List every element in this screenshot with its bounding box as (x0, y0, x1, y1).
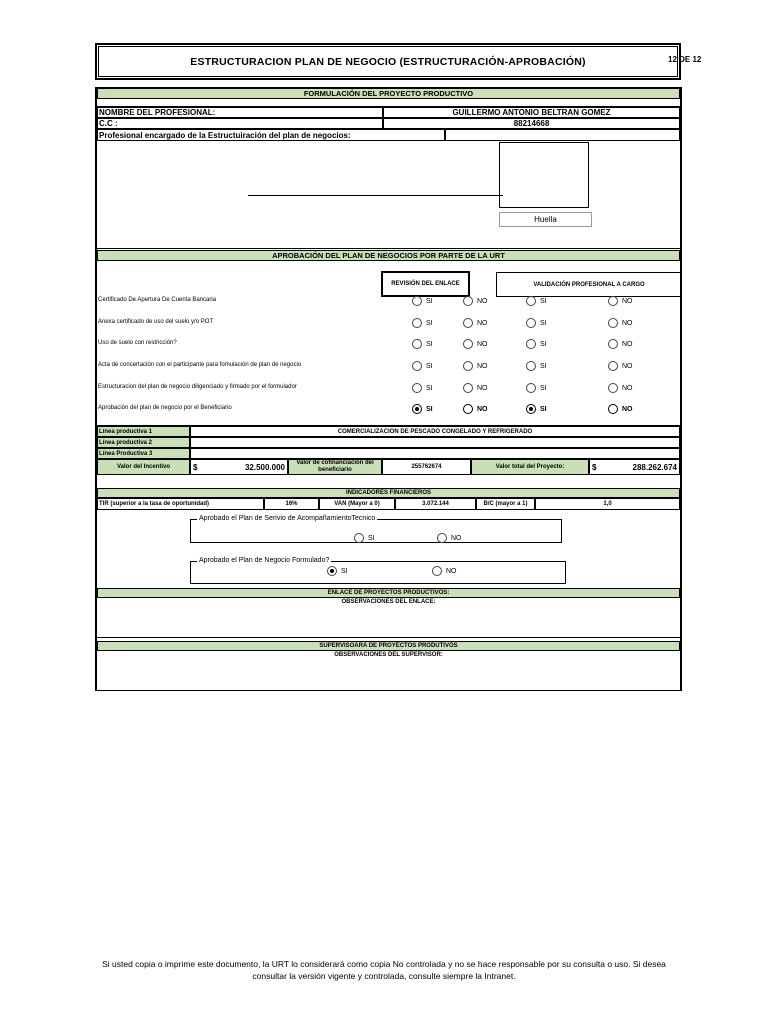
si-text: SI (540, 362, 547, 370)
section-formulacion-title: FORMULACIÓN DEL PROYECTO PRODUCTIVO (303, 89, 474, 98)
tir-label-text: TIR (superior a la tasa de oportunidad) (99, 501, 210, 507)
radio-icon[interactable] (608, 361, 618, 371)
si-text: SI (426, 384, 433, 392)
section-indicadores (97, 488, 680, 498)
cofinanciacion-value[interactable] (382, 459, 471, 475)
plan-si-option[interactable] (327, 566, 348, 576)
radio-icon[interactable] (463, 318, 473, 328)
cc-label (97, 118, 383, 129)
validacion-no-option[interactable] (608, 296, 633, 306)
plan-no-option[interactable] (432, 566, 457, 576)
validacion-si-option[interactable] (526, 404, 547, 414)
servicio-acompanamiento-label: Aprobado el Plan de Serivio de AcompañamientoTecnico (199, 515, 376, 522)
obs-supervisor-label: OBSERVACIONES DEL SUPERVISOR: (334, 652, 443, 658)
section-aprobacion-title: APROBACIÓN DEL PLAN DE NEGOCIOS POR PARTE DE LA URT (272, 251, 505, 260)
radio-icon[interactable] (608, 404, 618, 414)
validacion-si-option[interactable] (526, 318, 547, 328)
incentivo-value[interactable] (190, 459, 288, 475)
radio-icon[interactable] (526, 361, 536, 371)
si-text: SI (426, 319, 433, 327)
servicio-acompanamiento-group (190, 515, 562, 543)
cc-label-text: C.C : (99, 119, 118, 128)
cofinanciacion-label (288, 459, 382, 475)
enlace-no-option[interactable] (463, 383, 488, 393)
enlace-si-option[interactable] (412, 404, 433, 414)
no-text: NO (622, 362, 633, 370)
page-number: 12 DE 12 (668, 55, 702, 64)
section-supervisor (97, 641, 680, 651)
radio-checked-icon[interactable] (327, 566, 337, 576)
servicio-si-option[interactable] (354, 533, 375, 543)
radio-icon[interactable] (432, 566, 442, 576)
enlace-si-option[interactable] (412, 318, 433, 328)
radio-icon[interactable] (608, 339, 618, 349)
linea1-label-text: Línea productiva 1 (99, 428, 153, 435)
linea3-value[interactable] (190, 448, 680, 459)
footer-disclaimer (60, 958, 708, 982)
si-text: SI (426, 297, 433, 305)
requisito-row (97, 317, 679, 331)
radio-icon[interactable] (526, 318, 536, 328)
si-text: SI (540, 405, 547, 413)
signature-line[interactable] (248, 195, 503, 196)
linea1-value[interactable] (190, 426, 680, 437)
currency-symbol: $ (592, 462, 597, 472)
bc-value[interactable] (535, 498, 680, 510)
radio-icon[interactable] (412, 296, 422, 306)
total-value-text: 288.262.674 (632, 462, 677, 472)
no-text: NO (451, 534, 462, 542)
validacion-si-option[interactable] (526, 383, 547, 393)
radio-icon[interactable] (412, 339, 422, 349)
huella-label (499, 212, 592, 227)
no-text: NO (622, 319, 633, 327)
section-formulacion (97, 88, 680, 99)
enlace-si-option[interactable] (412, 361, 433, 371)
validacion-si-option[interactable] (526, 361, 547, 371)
enlace-no-option[interactable] (463, 361, 488, 371)
no-text: NO (622, 297, 633, 305)
requisito-label: Aprobación del plan de negocio por el Beneficiario (98, 405, 232, 411)
servicio-no-option[interactable] (437, 533, 462, 543)
section-enlace-title: ENLACE DE PROYECTOS PRODUCTIVOS: (327, 590, 450, 596)
si-text: SI (426, 405, 433, 413)
enlace-si-option[interactable] (412, 296, 433, 306)
radio-icon[interactable] (608, 296, 618, 306)
encargado-label-text: Profesional encargado de la Estructuiración del plan de negocios: (99, 130, 351, 140)
requisito-label: Acta de concertación con el participante para fomulación de plan de negocio (98, 362, 302, 368)
requisito-row (97, 382, 679, 396)
validacion-no-option[interactable] (608, 361, 633, 371)
huella-label-text: Huella (534, 215, 557, 224)
col-header-validacion-text: VALIDACIÓN PROFESIONAL A CARGO (533, 281, 645, 288)
bc-label-text: B/C (mayor a 1) (483, 501, 528, 507)
document-title (95, 43, 681, 80)
linea1-value-text: COMERCIALIZACION DE PESCADO CONGELADO Y REFRIGERADO (337, 428, 533, 435)
radio-icon[interactable] (412, 318, 422, 328)
enlace-no-option[interactable] (463, 296, 488, 306)
section-aprobacion (97, 250, 680, 261)
van-label-text: VAN (Mayor a 0) (334, 501, 380, 507)
col-header-validacion (496, 272, 682, 297)
radio-icon[interactable] (526, 383, 536, 393)
van-value[interactable] (395, 498, 476, 510)
enlace-no-option[interactable] (463, 339, 488, 349)
footer-line-1: Si usted copia o imprime este documento, la URT lo considerará como copia No controlada y no se hace responsable por su consulta o uso. Si desea (102, 959, 666, 969)
no-text: NO (622, 405, 633, 413)
no-text: NO (622, 340, 633, 348)
requisito-row (97, 360, 679, 374)
linea3-label (97, 448, 190, 459)
enlace-si-option[interactable] (412, 339, 433, 349)
cc-value[interactable] (383, 118, 680, 129)
currency-symbol: $ (193, 462, 198, 472)
validacion-si-option[interactable] (526, 296, 547, 306)
no-text: NO (622, 384, 633, 392)
validacion-no-option[interactable] (608, 339, 633, 349)
radio-icon[interactable] (437, 533, 447, 543)
requisito-label: Estructuracion del plan de negocio diligenciado y firmado por el formulador (98, 384, 297, 390)
requisito-label: Certificado De Apertura De Cuenta Bancaria (98, 297, 217, 303)
total-label (471, 459, 589, 475)
si-text: SI (540, 340, 547, 348)
cofinanciacion-label-text: Valor de cofinanciacion del beneficiario (296, 460, 374, 473)
section-enlace (97, 588, 680, 598)
section-supervisor-title: SUPERVISOARA DE PROYECTOS PRODUTIVOS (319, 643, 458, 649)
divider (97, 248, 680, 249)
radio-icon[interactable] (463, 404, 473, 414)
no-text: NO (477, 297, 488, 305)
obs-enlace-label: OBSERVACIONES DEL ENLACE: (341, 599, 436, 605)
si-text: SI (426, 362, 433, 370)
linea2-label (97, 437, 190, 448)
incentivo-label-text: Valor del Incentivo (116, 464, 170, 470)
bc-value-text: 1,0 (603, 501, 612, 507)
fingerprint-box[interactable] (499, 142, 589, 208)
nombre-value[interactable] (383, 107, 680, 118)
radio-checked-icon[interactable] (412, 404, 422, 414)
radio-icon[interactable] (412, 361, 422, 371)
enlace-no-option[interactable] (463, 318, 488, 328)
total-value[interactable] (589, 459, 680, 475)
encargado-value[interactable] (445, 129, 680, 141)
radio-icon[interactable] (463, 361, 473, 371)
cc-value-text: 88214668 (513, 119, 550, 128)
nombre-label (97, 107, 383, 118)
plan-negocio-label: Aprobado el Plan de Negocio Formulado? (199, 557, 330, 564)
obs-supervisor-field[interactable] (97, 661, 680, 690)
validacion-no-option[interactable] (608, 318, 633, 328)
radio-icon[interactable] (526, 296, 536, 306)
no-text: NO (477, 362, 488, 370)
radio-icon[interactable] (412, 383, 422, 393)
incentivo-label (97, 459, 190, 475)
obs-enlace-field[interactable] (97, 608, 680, 638)
radio-icon[interactable] (526, 339, 536, 349)
col-header-enlace-text: REVISIÓN DEL ENLACE (391, 281, 460, 287)
cofinanciacion-value-text: 255762674 (411, 464, 442, 470)
validacion-si-option[interactable] (526, 339, 547, 349)
incentivo-value-text: 32.500.000 (244, 462, 285, 472)
radio-icon[interactable] (463, 296, 473, 306)
validacion-no-option[interactable] (608, 383, 633, 393)
si-text: SI (426, 340, 433, 348)
col-header-enlace (381, 271, 470, 297)
section-indicadores-title: INDICADORES FINANCIEROS (345, 490, 431, 496)
no-text: NO (477, 384, 488, 392)
title-text: ESTRUCTURACION PLAN DE NEGOCIO (ESTRUCTURACIÓN-APROBACIÓN) (190, 55, 586, 68)
tir-label (97, 498, 264, 510)
requisito-label: Uso de suelo con restricción? (98, 340, 177, 346)
encargado-label (97, 129, 445, 141)
linea1-label (97, 426, 190, 437)
van-label (319, 498, 395, 510)
si-text: SI (540, 319, 547, 327)
linea2-value[interactable] (190, 437, 680, 448)
linea2-label-text: Línea productiva 2 (99, 439, 153, 446)
no-text: NO (477, 340, 488, 348)
van-value-text: 3.072.144 (422, 501, 449, 507)
radio-icon[interactable] (608, 383, 618, 393)
requisito-row (97, 403, 679, 417)
validacion-no-option[interactable] (608, 404, 633, 414)
tir-value[interactable] (264, 498, 319, 510)
radio-icon[interactable] (354, 533, 364, 543)
footer-line-2: consultar la versión vigente y controlada, consulte siempre la Intranet. (252, 971, 516, 981)
radio-icon[interactable] (463, 383, 473, 393)
si-text: SI (540, 297, 547, 305)
no-text: NO (477, 405, 488, 413)
no-text: NO (446, 567, 457, 575)
si-text: SI (368, 534, 375, 542)
spacer-row (97, 100, 680, 107)
nombre-value-text: GUILLERMO ANTONIO BELTRAN GOMEZ (452, 108, 611, 117)
requisito-row (97, 338, 679, 352)
nombre-label-text: NOMBRE DEL PROFESIONAL: (99, 108, 216, 117)
enlace-no-option[interactable] (463, 404, 488, 414)
radio-icon[interactable] (608, 318, 618, 328)
no-text: NO (477, 319, 488, 327)
bc-label (476, 498, 535, 510)
plan-negocio-group (190, 557, 566, 584)
si-text: SI (540, 384, 547, 392)
si-text: SI (341, 567, 348, 575)
radio-checked-icon[interactable] (526, 404, 536, 414)
enlace-si-option[interactable] (412, 383, 433, 393)
requisito-row (97, 295, 679, 309)
linea3-label-text: Línea Productiva 3 (99, 450, 153, 457)
requisito-label: Anexa certificado de uso del suelo y/o POT (98, 319, 214, 325)
radio-icon[interactable] (463, 339, 473, 349)
tir-value-text: 16% (285, 501, 298, 507)
total-label-text: Valor total del Proyecto: (495, 464, 565, 470)
